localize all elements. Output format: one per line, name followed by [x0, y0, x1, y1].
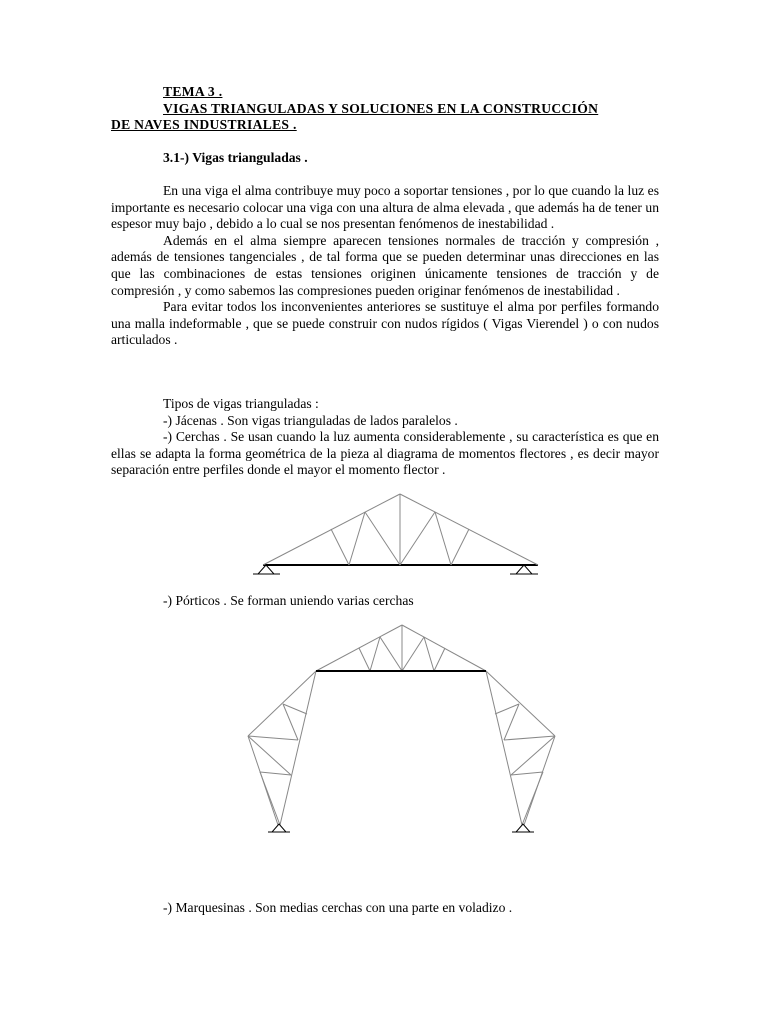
paragraph-2: Además en el alma siempre aparecen tensiones normales de tracción y compresión , además de tensiones tangenciales , de tal forma que se pueden determinar unas direcciones en las que las combinaciones de estas tensiones originen únicamente tensiones de tracción y de compresión , y como sabemos las compresiones pueden originar fenómenos de inestabilidad .: [111, 232, 659, 298]
body-text: [111, 183, 659, 349]
title-line-1: VIGAS TRIANGULADAS Y SOLUCIONES EN LA CONSTRUCCIÓN: [163, 100, 599, 116]
portico-frame-diagram: [240, 615, 560, 840]
item-jacenas: -) Jácenas . Son vigas trianguladas de lados paralelos .: [163, 412, 458, 428]
left-support-icon: [268, 824, 290, 832]
right-support-icon: [510, 565, 538, 574]
section-heading: 3.1-) Vigas trianguladas .: [163, 150, 308, 165]
item-cerchas: -) Cerchas . Se usan cuando la luz aumenta considerablemente , su característica es que en ellas se adapta la forma geométrica de la pieza al diagrama de momentos flectores , es decir mayor separación entre perfiles donde el mayor el momento flector .: [111, 429, 659, 478]
paragraph-1: En una viga el alma contribuye muy poco a soportar tensiones , por lo que cuando la luz es importante es necesario colocar una viga con una altura de alma elevada , que además ha de tener un espesor muy bajo , debido a lo cual se nos presentan fenómenos de inestabilidad .: [111, 183, 659, 232]
left-support-icon: [253, 565, 280, 574]
marquesinas-line: -) Marquesinas . Son medias cerchas con una parte en voladizo .: [163, 900, 513, 915]
tipos-heading: Tipos de vigas trianguladas :: [163, 396, 319, 411]
paragraph-3: Para evitar todos los inconvenientes anteriores se sustituye el alma por perfiles formando una malla indeformable , que se puede construir con nudos rígidos ( Vigas Vierendel ) o con nudos articulados .: [111, 299, 659, 348]
cercha-truss-diagram: [240, 488, 550, 580]
tema-heading: TEMA 3 . VIGAS TRIANGULADAS Y SOLUCIONES EN LA CONSTRUCCIÓN DE NAVES INDUSTRIALES .: [111, 84, 659, 134]
porticos-line: -) Pórticos . Se forman uniendo varias cerchas: [163, 593, 414, 608]
right-support-icon: [512, 824, 534, 832]
title-line-2: DE NAVES INDUSTRIALES .: [111, 117, 297, 133]
tipos-list: [111, 396, 659, 479]
